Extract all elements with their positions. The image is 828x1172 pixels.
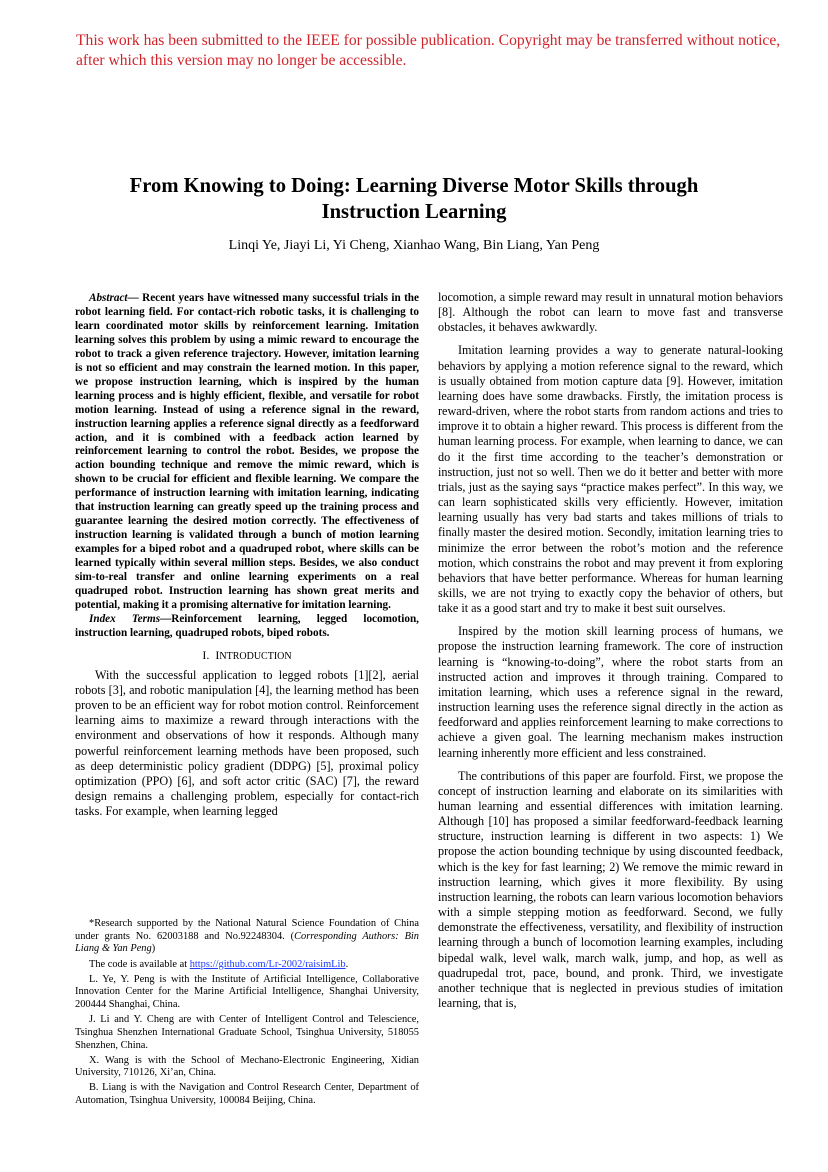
code-link[interactable]: https://github.com/Lr-2002/raisimLib <box>189 958 346 970</box>
footnotes <box>75 918 419 1110</box>
abstract-label: Abstract <box>89 292 128 304</box>
paragraph-inspired: Inspired by the motion skill learning process of humans, we propose the instruction learning framework. The core of instruction learning is “knowing-to-doing”, where the robot starts from an instructed action and improves it through training. Compared to imitation learning, which uses a reference signal in the reward, instruction learning uses the reference signal directly in the action as feedforward and applies reinforcement learning to make corrections to achieve a given goal. The learning mechanism makes instruction learning inherently more efficient and less constrained. <box>438 624 783 760</box>
index-terms-text: —Reinforcement learning, legged locomotion, instruction learning, quadruped robots, biped robots. <box>75 612 419 639</box>
left-column <box>75 292 419 819</box>
footnote-affiliation-1: L. Ye, Y. Peng is with the Institute of Artificial Intelligence, Collaborative Innovation Center for the Marine Artificial Intelligence, Shanghai University, 200444 Shanghai, China. <box>75 973 419 1010</box>
intro-paragraph: With the successful application to legged robots [1][2], aerial robots [3], and robotic manipulation [4], the learning method has been proven to be an efficient way for robot motion control. Reinforcement learning aims to maximize a reward through interactions with the environment and observations of how it responds. Although many powerful reinforcement learning methods have been proposed, such as deep deterministic policy gradient (DDPG) [5], proximal policy optimization (PPO) [6], and soft actor critic (SAC) [7], the reward design remains a challenging problem, especially for contact-rich tasks. For example, when learning legged <box>75 667 419 819</box>
copyright-notice: This work has been submitted to the IEEE for possible publication. Copyright may be transferred without notice, after which this version may no longer be accessible. <box>76 32 781 69</box>
right-column <box>438 290 783 1019</box>
paragraph-locomotion: locomotion, a simple reward may result in unnatural motion behaviors [8]. Although the robot can learn to move fast and transverse obstacles, it behaves awkwardly. <box>438 290 783 335</box>
footnote-affiliation-3: X. Wang is with the School of Mechano-Electronic Engineering, Xidian University, 710126, Xi’an, China. <box>75 1054 419 1079</box>
author-list: Linqi Ye, Jiayi Li, Yi Cheng, Xianhao Wang, Bin Liang, Yan Peng <box>228 238 600 253</box>
paragraph-imitation: Imitation learning provides a way to generate natural-looking behaviors by applying a motion reference signal to the reward, which is usually obtained from motion capture data [9]. However, imitation learning does have some drawbacks. Firstly, the imitation process is reward-driven, where the robot starts from random actions and tries to improve it to obtain a higher reward. This process is different from the human learning process. For example, when learning to dance, we can do it the first time according to the teacher’s demonstration or instruction, just not so well. Then we do it better and better with more trials, just as the saying says “practice makes perfect”. In this way, we can learn sophisticated skills very efficiently. However, imitation learning usually has very bad starts and takes millions of trials to finally master the desired motion. Secondly, imitation learning tries to minimize the error between the robot’s motion and the reference motion, which constrains the robot and may prevent it from exploring behaviors that have better performance. Whereas for human learning skills, we are not trying to exactly copy the behavior of others, but take it as a good start and try to make it best suit ourselves. <box>438 343 783 616</box>
abstract <box>75 292 419 641</box>
index-terms-label: Index Terms <box>89 612 161 625</box>
paragraph-contributions: The contributions of this paper are fourfold. First, we propose the concept of instruction learning and elaborate on its similarities with human learning and essential differences with imitation learning. Although [10] has proposed a similar feedforward-feedback learning structure, instruction learning is different in two aspects: 1) We propose the action bounding technique by using discounted feedback, which is the key for fast learning; 2) We remove the mimic reward in instruction learning, which gives it more flexibility. By using instruction learning, the robots can learn various locomotion behaviors with a simple stepping motion as feedforward. Second, we fully demonstrate the effectiveness, versatility, and flexibility of instruction learning through a bunch of locomotion learning examples, including bipedal walk, level walk, march walk, jump, and hop, as well as quadrupedal trot, pace, bound, and pronk. Third, we investigate another technique that is neglected in previous studies of imitation learning, that is, <box>438 768 783 1011</box>
footnote-affiliation-4: B. Liang is with the Navigation and Control Research Center, Department of Automation, Tsinghua University, 100084 Beijing, China. <box>75 1082 419 1107</box>
title-line-1: From Knowing to Doing: Learning Diverse Motor Skills through <box>129 175 699 197</box>
paper-title <box>60 174 768 225</box>
title-line-2: Instruction Learning <box>321 200 507 223</box>
section-heading-introduction: I. INTRODUCTION <box>202 647 292 662</box>
abstract-dash: — <box>127 292 143 304</box>
footnote-funding: *Research supported by the National Natural Science Foundation of China under grants No. 62003188 and No.92248304. (Corresponding Authors: Bin Liang & Yan Peng) <box>75 918 419 955</box>
footnote-affiliation-2: J. Li and Y. Cheng are with Center of Intelligent Control and Telescience, Tsinghua Shenzhen International Graduate School, Tsinghua University, 518055 Shenzhen, China. <box>75 1014 419 1051</box>
footnote-code: The code is available at https://github.com/Lr-2002/raisimLib. <box>89 958 349 970</box>
abstract-text: Recent years have witnessed many successful trials in the robot learning field. For contact-rich robotic tasks, it is challenging to learn coordinated motor skills by reinforcement learning. Imitation learning solves this problem by using a mimic reward to encourage the robot to track a given reference trajectory. However, imitation learning is not so efficient and may constrain the learned motion. In this paper, we propose instruction learning, which is inspired by the human learning process and is highly efficient, flexible, and versatile for robot motion learning. Instead of using a reference signal in the reward, instruction learning applies a reference signal directly as a feedforward action, and it is combined with a feedback action learned by reinforcement learning to control the robot. Besides, we propose the action bounding technique and remove the mimic reward, which is shown to be crucial for efficient and flexible learning. We compare the performance of instruction learning with imitation learning, indicating that instruction learning can greatly speed up the training process and guarantee learning the desired motion correctly. The effectiveness of instruction learning is validated through a bunch of motion learning examples for a biped robot and a quadruped robot, where skills can be learned typically within several million steps. Besides, we also conduct sim-to-real transfer and online learning experiments on a real quadruped robot. Instruction learning has shown great merits and potential, making it a promising alternative for imitation learning. <box>75 292 419 611</box>
